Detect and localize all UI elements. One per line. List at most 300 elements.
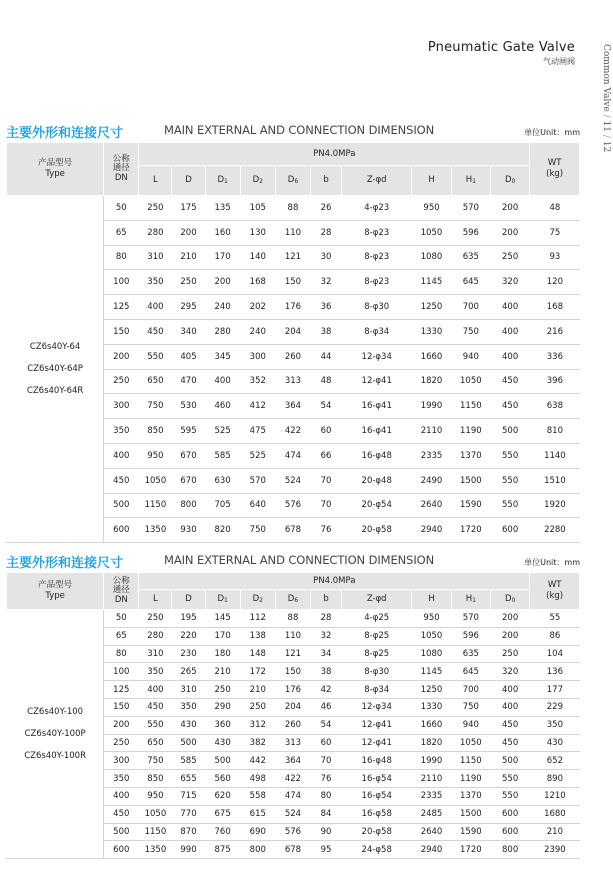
table-cell: 950	[412, 610, 451, 628]
sub-col-header: D	[172, 590, 205, 610]
table-cell: 1500	[451, 805, 490, 823]
table-cell: 120	[530, 270, 580, 295]
table-cell: 26	[311, 196, 342, 221]
table-cell: 940	[451, 716, 490, 734]
table-cell: 550	[490, 770, 529, 788]
table-cell: 24-φ58	[342, 841, 412, 859]
col-model-header: 产品型号 Type	[7, 143, 104, 196]
dn-cell: 65	[104, 220, 139, 245]
table-cell: 93	[530, 245, 580, 270]
dimension-section-1	[6, 122, 580, 543]
table-cell: 175	[172, 196, 205, 221]
side-page-b: 12	[601, 140, 611, 153]
table-cell: 850	[139, 419, 172, 444]
table-cell: 1140	[530, 443, 580, 468]
table-cell: 121	[275, 245, 310, 270]
table-cell: 12-φ41	[342, 369, 412, 394]
table-cell: 180	[205, 645, 240, 663]
dn-cell: 350	[104, 419, 139, 444]
table-cell: 396	[530, 369, 580, 394]
table-cell: 150	[275, 270, 310, 295]
sub-col-header: D0	[490, 590, 529, 610]
table-cell: 200	[490, 610, 529, 628]
dn-cell: 100	[104, 270, 139, 295]
pressure-header: PN4.0MPa	[139, 573, 530, 590]
sub-col-header: Z-φd	[342, 166, 412, 196]
table-cell: 700	[451, 295, 490, 320]
table-cell: 8-φ30	[342, 663, 412, 681]
table-cell: 645	[451, 663, 490, 681]
table-cell: 950	[139, 787, 172, 805]
table-cell: 450	[490, 734, 529, 752]
model-cell	[7, 196, 104, 543]
table-cell: 1350	[139, 841, 172, 859]
table-cell: 1350	[139, 518, 172, 543]
table-cell: 36	[311, 295, 342, 320]
table-cell: 2640	[412, 823, 451, 841]
sub-col-header: L	[139, 590, 172, 610]
table-cell: 340	[172, 319, 205, 344]
dn-cell: 300	[104, 394, 139, 419]
table-cell: 48	[311, 369, 342, 394]
dn-cell: 250	[104, 369, 139, 394]
section-title-bar	[6, 122, 580, 140]
table-cell: 60	[311, 734, 342, 752]
table-cell: 400	[490, 698, 529, 716]
sub-col-header: H	[412, 590, 451, 610]
table-cell: 210	[172, 245, 205, 270]
table-cell: 66	[311, 443, 342, 468]
table-cell: 460	[205, 394, 240, 419]
product-title-cn: 气动闸阀	[543, 57, 575, 66]
table-cell: 240	[240, 319, 275, 344]
table-cell: 1720	[451, 841, 490, 859]
table-cell: 16-φ48	[342, 752, 412, 770]
table-cell: 570	[451, 610, 490, 628]
col-dn-header: 公称通径 DN	[104, 573, 139, 610]
table-cell: 650	[139, 369, 172, 394]
model-name: CZ6s40Y-64R	[26, 386, 84, 397]
table-cell: 300	[240, 344, 275, 369]
table-cell: 585	[172, 752, 205, 770]
table-cell: 400	[205, 369, 240, 394]
table-cell: 312	[240, 716, 275, 734]
table-cell: 850	[139, 770, 172, 788]
dn-cell: 200	[104, 716, 139, 734]
table-cell: 1050	[139, 468, 172, 493]
table-cell: 1330	[412, 319, 451, 344]
dn-cell: 150	[104, 698, 139, 716]
table-cell: 600	[490, 518, 529, 543]
table-cell: 570	[240, 468, 275, 493]
dn-cell: 80	[104, 645, 139, 663]
table-cell: 800	[172, 493, 205, 518]
sub-col-header: D2	[240, 590, 275, 610]
table-cell: 620	[205, 787, 240, 805]
table-cell: 76	[311, 770, 342, 788]
table-cell: 350	[139, 270, 172, 295]
table-cell: 110	[275, 627, 310, 645]
table-cell: 95	[311, 841, 342, 859]
table-cell: 350	[139, 663, 172, 681]
table-cell: 1050	[412, 627, 451, 645]
table-cell: 250	[490, 645, 529, 663]
table-cell: 890	[530, 770, 580, 788]
table-cell: 170	[205, 245, 240, 270]
table-cell: 12-φ41	[342, 734, 412, 752]
table-cell: 200	[205, 270, 240, 295]
sub-col-header: H1	[451, 590, 490, 610]
table-cell: 770	[172, 805, 205, 823]
table-cell: 55	[530, 610, 580, 628]
table-cell: 16-φ54	[342, 787, 412, 805]
table-cell: 1190	[451, 770, 490, 788]
side-page-label	[597, 44, 611, 152]
table-cell: 558	[240, 787, 275, 805]
table-cell: 20-φ58	[342, 518, 412, 543]
model-name: CZ6s40Y-64P	[27, 364, 83, 375]
table-cell: 875	[205, 841, 240, 859]
dn-cell: 500	[104, 823, 139, 841]
table-cell: 8-φ34	[342, 319, 412, 344]
table-cell: 530	[172, 394, 205, 419]
table-cell: 280	[139, 627, 172, 645]
table-cell: 364	[275, 394, 310, 419]
table-cell: 750	[139, 394, 172, 419]
table-cell: 430	[530, 734, 580, 752]
table-cell: 585	[205, 443, 240, 468]
table-cell: 70	[311, 493, 342, 518]
table-cell: 1050	[412, 220, 451, 245]
sub-col-header: Z-φd	[342, 590, 412, 610]
table-cell: 176	[275, 295, 310, 320]
table-cell: 145	[205, 610, 240, 628]
table-cell: 80	[311, 787, 342, 805]
table-cell: 136	[530, 663, 580, 681]
table-cell: 474	[275, 787, 310, 805]
dn-cell: 125	[104, 681, 139, 699]
table-cell: 42	[311, 681, 342, 699]
col-wt-header: WT (kg)	[530, 143, 580, 196]
table-cell: 1250	[412, 295, 451, 320]
table-cell: 1590	[451, 823, 490, 841]
table-cell: 210	[205, 663, 240, 681]
table-cell: 810	[530, 419, 580, 444]
table-cell: 60	[311, 419, 342, 444]
table-cell: 280	[139, 220, 172, 245]
table-cell: 38	[311, 319, 342, 344]
table-cell: 820	[205, 518, 240, 543]
table-cell: 20-φ54	[342, 493, 412, 518]
table-cell: 204	[275, 698, 310, 716]
table-cell: 176	[275, 681, 310, 699]
section-title-cn: 主要外形和连接尺寸	[6, 556, 124, 571]
dn-cell: 350	[104, 770, 139, 788]
table-cell: 1660	[412, 716, 451, 734]
table-cell: 450	[490, 369, 529, 394]
table-cell: 430	[205, 734, 240, 752]
table-cell: 950	[139, 443, 172, 468]
table-cell: 550	[490, 787, 529, 805]
table-cell: 524	[275, 805, 310, 823]
page-header	[428, 40, 575, 67]
table-cell: 8-φ23	[342, 270, 412, 295]
sub-col-header: D6	[275, 590, 310, 610]
table-cell: 678	[275, 518, 310, 543]
table-cell: 2335	[412, 787, 451, 805]
table-cell: 204	[275, 319, 310, 344]
table-cell: 138	[240, 627, 275, 645]
table-cell: 260	[275, 716, 310, 734]
sub-col-header: H1	[451, 166, 490, 196]
table-cell: 630	[205, 468, 240, 493]
table-cell: 670	[172, 443, 205, 468]
dn-cell: 450	[104, 805, 139, 823]
table-cell: 28	[311, 610, 342, 628]
table-cell: 310	[172, 681, 205, 699]
table-cell: 1330	[412, 698, 451, 716]
table-cell: 8-φ25	[342, 627, 412, 645]
table-cell: 148	[240, 645, 275, 663]
table-cell: 750	[139, 752, 172, 770]
table-cell: 8-φ30	[342, 295, 412, 320]
table-cell: 54	[311, 394, 342, 419]
dn-cell: 125	[104, 295, 139, 320]
table-cell: 210	[240, 681, 275, 699]
table-cell: 750	[240, 518, 275, 543]
table-cell: 2390	[530, 841, 580, 859]
table-cell: 8-φ23	[342, 220, 412, 245]
table-cell: 675	[205, 805, 240, 823]
table-cell: 200	[172, 220, 205, 245]
side-separator: /	[601, 134, 611, 138]
table-row	[7, 610, 580, 628]
table-cell: 250	[240, 698, 275, 716]
table-cell: 1190	[451, 419, 490, 444]
sub-col-header: b	[311, 166, 342, 196]
table-cell: 105	[240, 196, 275, 221]
table-cell: 690	[240, 823, 275, 841]
table-cell: 470	[172, 369, 205, 394]
table-cell: 8-φ23	[342, 245, 412, 270]
table-cell: 382	[240, 734, 275, 752]
table-cell: 2335	[412, 443, 451, 468]
dn-cell: 450	[104, 468, 139, 493]
table-cell: 560	[205, 770, 240, 788]
side-label-text: Common Valve	[601, 44, 611, 112]
dn-cell: 65	[104, 627, 139, 645]
table-cell: 360	[205, 716, 240, 734]
unit-label: 单位Unit：mm	[524, 128, 580, 137]
table-cell: 104	[530, 645, 580, 663]
sub-col-header: L	[139, 166, 172, 196]
table-cell: 1080	[412, 645, 451, 663]
table-cell: 38	[311, 663, 342, 681]
table-cell: 645	[451, 270, 490, 295]
table-cell: 1210	[530, 787, 580, 805]
dn-cell: 500	[104, 493, 139, 518]
table-cell: 20-φ58	[342, 823, 412, 841]
table-cell: 313	[275, 734, 310, 752]
table-cell: 295	[172, 295, 205, 320]
dn-cell: 50	[104, 196, 139, 221]
table-cell: 500	[490, 419, 529, 444]
table-cell: 46	[311, 698, 342, 716]
table-cell: 44	[311, 344, 342, 369]
table-cell: 1500	[451, 468, 490, 493]
table-cell: 16-φ58	[342, 805, 412, 823]
table-cell: 678	[275, 841, 310, 859]
table-cell: 140	[240, 245, 275, 270]
table-cell: 216	[530, 319, 580, 344]
table-cell: 240	[205, 295, 240, 320]
table-cell: 670	[172, 468, 205, 493]
table-cell: 1990	[412, 752, 451, 770]
table-cell: 12-φ34	[342, 344, 412, 369]
dn-cell: 200	[104, 344, 139, 369]
table-cell: 195	[172, 610, 205, 628]
table-cell: 2490	[412, 468, 451, 493]
table-cell: 4-φ25	[342, 610, 412, 628]
table-cell: 474	[275, 443, 310, 468]
table-cell: 8-φ34	[342, 681, 412, 699]
table-cell: 400	[490, 681, 529, 699]
dn-cell: 600	[104, 841, 139, 859]
table-cell: 170	[205, 627, 240, 645]
table-cell: 400	[139, 295, 172, 320]
product-title-en: Pneumatic Gate Valve	[427, 40, 575, 55]
side-separator: /	[601, 114, 611, 118]
table-cell: 576	[275, 823, 310, 841]
table-cell: 1370	[451, 443, 490, 468]
table-cell: 705	[205, 493, 240, 518]
table-cell: 1150	[451, 394, 490, 419]
table-cell: 200	[490, 220, 529, 245]
col-wt-header: WT (kg)	[530, 573, 580, 610]
model-name: CZ6s40Y-100	[27, 707, 84, 718]
table-cell: 168	[530, 295, 580, 320]
table-cell: 2280	[530, 518, 580, 543]
table-cell: 550	[139, 344, 172, 369]
sub-col-header: H	[412, 166, 451, 196]
table-cell: 950	[412, 196, 451, 221]
table-cell: 405	[172, 344, 205, 369]
table-cell: 1145	[412, 270, 451, 295]
table-cell: 12-φ34	[342, 698, 412, 716]
col-model-header: 产品型号 Type	[7, 573, 104, 610]
table-cell: 450	[139, 698, 172, 716]
table-cell: 1145	[412, 663, 451, 681]
table-cell: 550	[490, 443, 529, 468]
table-cell: 596	[451, 627, 490, 645]
table-cell: 88	[275, 610, 310, 628]
table-cell: 2940	[412, 841, 451, 859]
table-cell: 1370	[451, 787, 490, 805]
table-cell: 364	[275, 752, 310, 770]
section-title-bar	[6, 552, 580, 570]
table-cell: 400	[139, 681, 172, 699]
table-cell: 250	[139, 196, 172, 221]
table-cell: 88	[275, 196, 310, 221]
table-cell: 1590	[451, 493, 490, 518]
table-cell: 12-φ41	[342, 716, 412, 734]
section-title-en: MAIN EXTERNAL AND CONNECTION DIMENSION	[164, 553, 435, 567]
table-cell: 350	[172, 698, 205, 716]
table-cell: 1150	[139, 823, 172, 841]
side-page-a: 11	[601, 120, 611, 133]
table-cell: 800	[240, 841, 275, 859]
table-cell: 160	[205, 220, 240, 245]
model-cell	[7, 610, 104, 859]
dimension-section-2	[6, 552, 580, 859]
table-cell: 500	[172, 734, 205, 752]
model-name: CZ6s40Y-100R	[24, 751, 86, 762]
sub-col-header: D1	[205, 590, 240, 610]
table-cell: 412	[240, 394, 275, 419]
table-cell: 260	[275, 344, 310, 369]
table-cell: 524	[275, 468, 310, 493]
table-cell: 84	[311, 805, 342, 823]
table-cell: 442	[240, 752, 275, 770]
table-cell: 800	[490, 841, 529, 859]
table-cell: 75	[530, 220, 580, 245]
table-cell: 320	[490, 663, 529, 681]
table-cell: 229	[530, 698, 580, 716]
table-cell: 1820	[412, 369, 451, 394]
dn-cell: 80	[104, 245, 139, 270]
table-cell: 70	[311, 468, 342, 493]
table-cell: 28	[311, 220, 342, 245]
table-cell: 576	[275, 493, 310, 518]
dn-cell: 300	[104, 752, 139, 770]
sub-col-header: D2	[240, 166, 275, 196]
table-cell: 990	[172, 841, 205, 859]
table-cell: 650	[139, 734, 172, 752]
table-cell: 500	[205, 752, 240, 770]
table-cell: 550	[490, 493, 529, 518]
section-title-en: MAIN EXTERNAL AND CONNECTION DIMENSION	[164, 123, 435, 137]
model-name: CZ6s40Y-100P	[24, 729, 86, 740]
dn-cell: 400	[104, 787, 139, 805]
table-cell: 313	[275, 369, 310, 394]
table-cell: 2110	[412, 419, 451, 444]
table-cell: 595	[172, 419, 205, 444]
table-row	[7, 196, 580, 221]
table-cell: 2110	[412, 770, 451, 788]
table-cell: 715	[172, 787, 205, 805]
table-cell: 1080	[412, 245, 451, 270]
table-cell: 16-φ48	[342, 443, 412, 468]
table-cell: 1150	[139, 493, 172, 518]
table-cell: 90	[311, 823, 342, 841]
table-cell: 525	[205, 419, 240, 444]
table-cell: 400	[490, 319, 529, 344]
dn-cell: 150	[104, 319, 139, 344]
table-cell: 112	[240, 610, 275, 628]
table-cell: 290	[205, 698, 240, 716]
table-cell: 870	[172, 823, 205, 841]
table-cell: 600	[490, 823, 529, 841]
table-cell: 202	[240, 295, 275, 320]
table-cell: 1820	[412, 734, 451, 752]
table-cell: 570	[451, 196, 490, 221]
table-cell: 422	[275, 770, 310, 788]
table-cell: 250	[172, 270, 205, 295]
table-cell: 400	[490, 344, 529, 369]
table-cell: 135	[205, 196, 240, 221]
table-cell: 450	[490, 394, 529, 419]
table-cell: 700	[451, 681, 490, 699]
